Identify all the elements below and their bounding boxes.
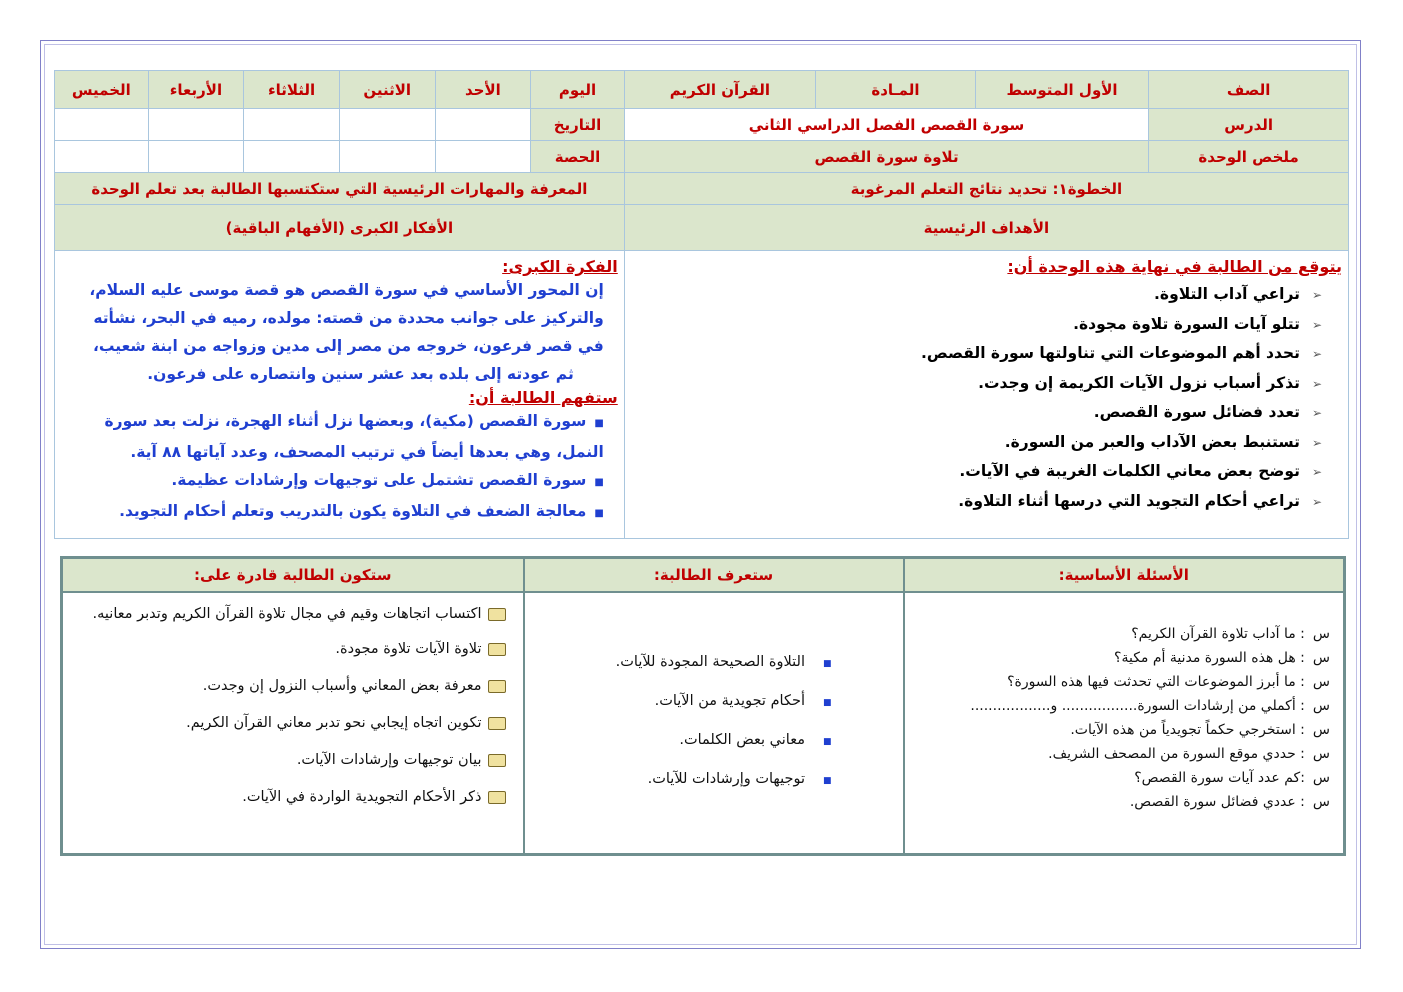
square-bullet-icon: ■ (594, 508, 604, 519)
date-label: التاريخ (531, 109, 625, 141)
big-idea-heading: الفكرة الكبرى: (502, 257, 618, 276)
day-wednesday: الأربعاء (148, 71, 244, 109)
goal-item: ➢تراعي آداب التلاوة. (1154, 285, 1322, 303)
lesson-value: سورة القصص الفصل الدراسي الثاني (624, 109, 1149, 141)
square-bullet-icon: ■ (822, 698, 832, 708)
big-idea-line: في قصر فرعون، خروجه من مصر إلى مدين وزواجه من ابنة شعيب، (92, 337, 604, 355)
goal-item: ➢تتلو آيات السورة تلاوة مجودة. (1073, 314, 1322, 333)
able-item: اكتساب اتجاهات وقيم في مجال تلاوة القرآن الكريم وتدبر معانيه. (64, 598, 506, 631)
day-thursday: الخميس (55, 71, 149, 109)
understand-list (61, 407, 618, 528)
know-item: ■أحكام تجويدية من الآيات. (654, 693, 832, 709)
day-monday: الاثنين (339, 71, 435, 109)
square-bullet-icon: ■ (594, 418, 604, 429)
summary-value: تلاوة سورة القصص (624, 141, 1149, 173)
book-icon (488, 717, 506, 730)
book-icon (488, 608, 506, 621)
period-cell-sunday[interactable] (435, 141, 531, 173)
understand-item: ■سورة القصص (مكية)، وبعضها نزل أثناء الهجرة، نزلت بعد سورة النمل، وهي بعدها أيضاً في ترتيب المصحف، وعدد آياتها ٨٨ آية. (104, 412, 604, 461)
arrow-icon: ➢ (1311, 288, 1322, 302)
lesson-label: الدرس (1149, 109, 1349, 141)
date-cell-tuesday[interactable] (244, 109, 340, 141)
period-cell-tuesday[interactable] (244, 141, 340, 173)
big-ideas-title: الأفكار الكبرى (الأفهام الباقية) (55, 205, 625, 251)
arrow-icon: ➢ (1311, 435, 1322, 450)
big-idea-line: والتركيز على جوانب محددة من قصته: مولده، رميه في البحر، نشأته (93, 309, 604, 327)
grade-label: الصف (1149, 71, 1349, 109)
step-title: الخطوة١: تحديد نتائج التعلم المرغوبة (624, 173, 1348, 205)
question-item: س: أكملي من إرشادات السورة................. و.................. (970, 698, 1330, 714)
goal-item: ➢تذكر أسباب نزول الآيات الكريمة إن وجدت. (978, 373, 1322, 392)
understand-item: ■معالجة الضعف في التلاوة يكون بالتدريب وتعلم أحكام التجويد. (119, 502, 604, 520)
able-item: بيان توجيهات وإرشادات الآيات. (64, 742, 506, 779)
big-idea-line: ثم عودته إلى بلده بعد عشر سنين وانتصاره على فرعون. (147, 365, 574, 383)
arrow-icon: ➢ (1311, 376, 1322, 391)
able-item: ذكر الأحكام التجويدية الواردة في الآيات. (64, 779, 506, 816)
book-icon (488, 791, 506, 804)
period-cell-wednesday[interactable] (148, 141, 244, 173)
book-icon (488, 754, 506, 767)
period-cell-monday[interactable] (339, 141, 435, 173)
questions-heading: الأسئلة الأساسية: (904, 558, 1345, 593)
big-idea-text (61, 276, 618, 388)
date-cell-thursday[interactable] (55, 109, 149, 141)
goal-item: ➢توضح بعض معاني الكلمات الغريبة في الآيات. (959, 462, 1322, 480)
book-icon (488, 643, 506, 656)
goals-title: الأهداف الرئيسية (624, 205, 1348, 251)
able-heading: ستكون الطالبة قادرة على: (62, 558, 524, 593)
question-item: س: حددي موقع السورة من المصحف الشريف. (1048, 746, 1330, 762)
arrow-icon: ➢ (1311, 406, 1322, 420)
big-idea-line: إن المحور الأساسي في سورة القصص هو قصة موسى عليه السلام، (89, 281, 604, 299)
understand-item: ■سورة القصص تشتمل على توجيهات وإرشادات عظيمة. (171, 471, 604, 489)
understand-heading: ستفهم الطالبة أن: (468, 388, 618, 407)
know-item: ■التلاوة الصحيحة المجودة للآيات. (615, 654, 832, 670)
big-idea-cell (55, 251, 625, 539)
able-item: تلاوة الآيات تلاوة مجودة. (64, 631, 506, 668)
goal-item: ➢تعدد فضائل سورة القصص. (1093, 403, 1322, 421)
arrow-icon: ➢ (1311, 347, 1322, 361)
questions-cell (904, 592, 1345, 855)
goals-intro: يتوقع من الطالبة في نهاية هذه الوحدة أن: (1007, 257, 1342, 276)
question-item: س: ما أبرز الموضوعات التي تحدثت فيها هذه السورة؟ (1007, 674, 1330, 690)
able-list (64, 598, 506, 816)
date-cell-monday[interactable] (339, 109, 435, 141)
subject-label: المـادة (816, 71, 976, 109)
question-item: س:كم عدد آيات سورة القصص؟ (1134, 770, 1330, 786)
day-tuesday: الثلاثاء (244, 71, 340, 109)
question-item: س: عددي فضائل سورة القصص. (1129, 794, 1330, 810)
lesson-plan-table (54, 70, 1349, 539)
grade-value: الأول المتوسط (975, 71, 1148, 109)
summary-label: ملخص الوحدة (1149, 141, 1349, 173)
goal-item: ➢تستنبط بعض الآداب والعبر من السورة. (1004, 432, 1322, 451)
question-item: س: هل هذه السورة مدنية أم مكية؟ (1114, 650, 1330, 666)
able-cell (62, 592, 524, 855)
period-label: الحصة (531, 141, 625, 173)
square-bullet-icon: ■ (822, 737, 832, 747)
arrow-icon: ➢ (1311, 494, 1322, 509)
goals-cell (624, 251, 1348, 539)
know-heading: ستعرف الطالبة: (524, 558, 904, 593)
date-cell-sunday[interactable] (435, 109, 531, 141)
arrow-icon: ➢ (1311, 317, 1322, 332)
square-bullet-icon: ■ (822, 659, 832, 669)
knowledge-title: المعرفة والمهارات الرئيسية التي ستكتسبها الطالبة بعد تعلم الوحدة (55, 173, 625, 205)
essential-table (60, 556, 1346, 856)
questions-list (906, 622, 1331, 814)
day-sunday: الأحد (435, 71, 531, 109)
period-cell-thursday[interactable] (55, 141, 149, 173)
question-item: س: ما آداب تلاوة القرآن الكريم؟ (1131, 626, 1330, 642)
book-icon (488, 680, 506, 693)
know-cell (524, 592, 904, 855)
square-bullet-icon: ■ (594, 477, 604, 488)
able-item: معرفة بعض المعاني وأسباب النزول إن وجدت. (64, 668, 506, 705)
date-cell-wednesday[interactable] (148, 109, 244, 141)
subject-value: القرآن الكريم (624, 71, 815, 109)
arrow-icon: ➢ (1311, 465, 1322, 479)
know-item: ■معاني بعض الكلمات. (679, 732, 832, 748)
goals-list (631, 280, 1322, 516)
question-item: س: استخرجي حكماً تجويدياً من هذه الآيات. (1070, 722, 1330, 738)
day-label: اليوم (531, 71, 625, 109)
goal-item: ➢تحدد أهم الموضوعات التي تناولتها سورة القصص. (920, 344, 1322, 362)
know-list (526, 644, 902, 800)
know-item: ■توجيهات وإرشادات للآيات. (647, 771, 832, 787)
able-item: تكوين اتجاه إيجابي نحو تدبر معاني القرآن الكريم. (64, 705, 506, 742)
square-bullet-icon: ■ (822, 776, 832, 786)
goal-item: ➢تراعي أحكام التجويد التي درسها أثناء التلاوة. (958, 491, 1322, 510)
